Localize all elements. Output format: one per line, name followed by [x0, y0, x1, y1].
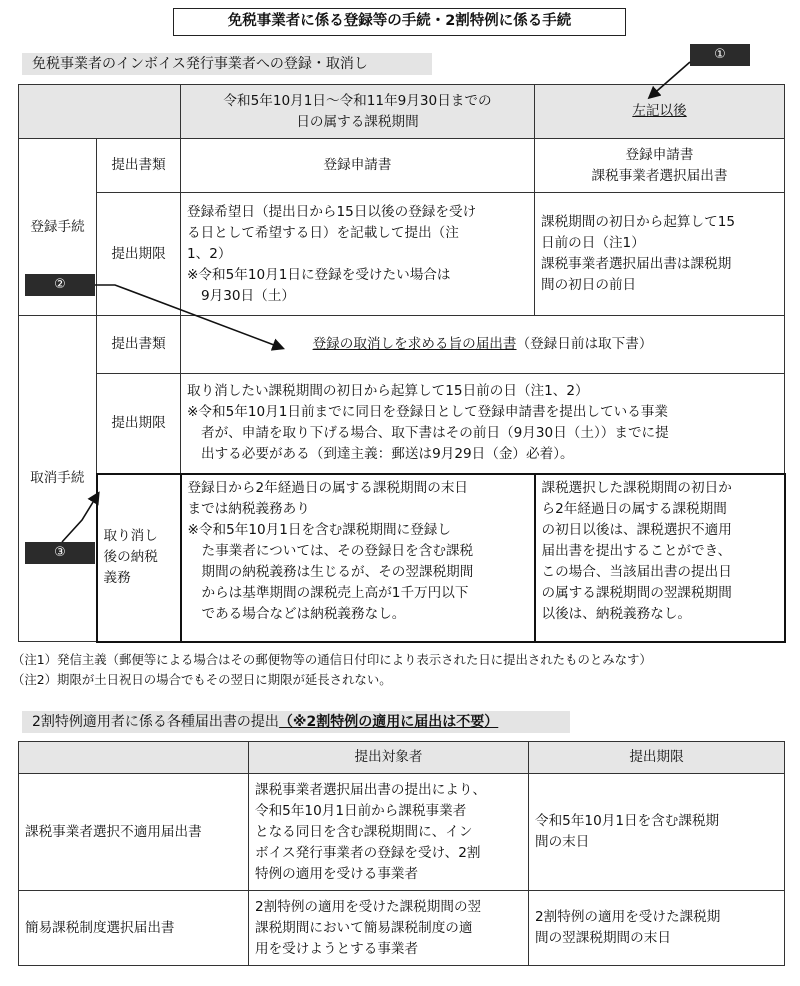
cancel-docs-label: 提出書類	[97, 316, 181, 374]
section2-heading: 2割特例適用者に係る各種届出書の提出（※2割特例の適用に届出は不要）	[22, 711, 570, 733]
row2-target: 2割特例の適用を受けた課税期間の翌 課税期間において簡易課税制度の適 用を受けようとする事業者	[249, 891, 529, 966]
arrow-3	[62, 494, 98, 542]
note-2: （注2）期限が土日祝日の場合でもその翌日に期限が延長されない。	[12, 672, 392, 687]
header-target: 提出対象者	[249, 742, 529, 774]
cancel-deadline-label: 提出期限	[97, 374, 181, 474]
page-title: 免税事業者に係る登録等の手続・2割特例に係る手続	[173, 8, 626, 36]
cancel-deadline-text: 取り消したい課税期間の初日から起算して15日前の日（注1、2） ※令和5年10月1日前までに同日を登録日として登録申請書を提出している事業 者が、申請を取り下げる場合、取下書はその前日（9月30日（土））までに提 出する必要がある（到達主義：郵送は9月29日（金）必着）。	[181, 374, 785, 474]
cancel-obligation-period1: 登録日から2年経過日の属する課税期間の末日 までは納税義務あり ※令和5年10月1日を含む課税期間に登録し た事業者については、その登録日を含む課税 期間の納税義務は生じるが、その翌課税期間 からは基準期間の課税売上高が1千万円以下 である場合などは納税義務なし。	[181, 474, 535, 642]
cancel-obligation-period2: 課税選択した課税期間の初日か ら2年経過日の属する課税期間 の初日以後は、課税選択不適用 届出書を提出することができ、 この場合、当該届出書の提出日 の属する課税期間の翌課税期間 以後は、納税義務なし。	[535, 474, 785, 642]
arrow-2	[95, 285, 282, 348]
header-period1: 令和5年10月1日～令和11年9月30日までの 日の属する課税期間	[181, 85, 535, 139]
marker-1: ①	[690, 44, 750, 66]
register-docs-period2: 登録申請書 課税事業者選択届出書	[535, 139, 785, 193]
arrow-1	[650, 62, 690, 97]
row1-deadline: 令和5年10月1日を含む課税期 間の末日	[529, 774, 785, 891]
header-blank-2	[19, 742, 249, 774]
cancel-obligation-label: 取り消し 後の納税 義務	[97, 474, 181, 642]
register-label: 登録手続	[19, 139, 97, 316]
row2-name: 簡易課税制度選択届出書	[19, 891, 249, 966]
row1-name: 課税事業者選択不適用届出書	[19, 774, 249, 891]
note-1: （注1）発信主義（郵便等による場合はその郵便物等の通信日付印により表示された日に提出されたものとみなす）	[12, 652, 652, 667]
row1-target: 課税事業者選択届出書の提出により、 令和5年10月1日前から課税事業者 となる同日を含む課税期間に、イン ボイス発行事業者の登録を受け、2割 特例の適用を受ける事業者	[249, 774, 529, 891]
two-tenths-table	[18, 741, 785, 966]
marker-2: ②	[25, 274, 95, 296]
register-deadline-label: 提出期限	[97, 193, 181, 316]
register-deadline-period1: 登録希望日（提出日から15日以後の登録を受け る日として希望する日）を記載して提出（注 1、2） ※令和5年10月1日に登録を受けたい場合は 9月30日（土）	[181, 193, 535, 316]
section1-heading: 免税事業者のインボイス発行事業者への登録・取消し	[22, 53, 432, 75]
marker-3: ③	[25, 542, 95, 564]
header-period2: 左記以後	[535, 85, 785, 139]
register-docs-period1: 登録申請書	[181, 139, 535, 193]
register-deadline-period2: 課税期間の初日から起算して15 日前の日（注1） 課税事業者選択届出書は課税期 間の初日の前日	[535, 193, 785, 316]
header-deadline: 提出期限	[529, 742, 785, 774]
row2-deadline: 2割特例の適用を受けた課税期 間の翌課税期間の末日	[529, 891, 785, 966]
cancel-docs-text: 登録の取消しを求める旨の届出書（登録日前は取下書）	[181, 316, 785, 374]
register-docs-label: 提出書類	[97, 139, 181, 193]
cancel-label: 取消手続	[19, 316, 97, 642]
